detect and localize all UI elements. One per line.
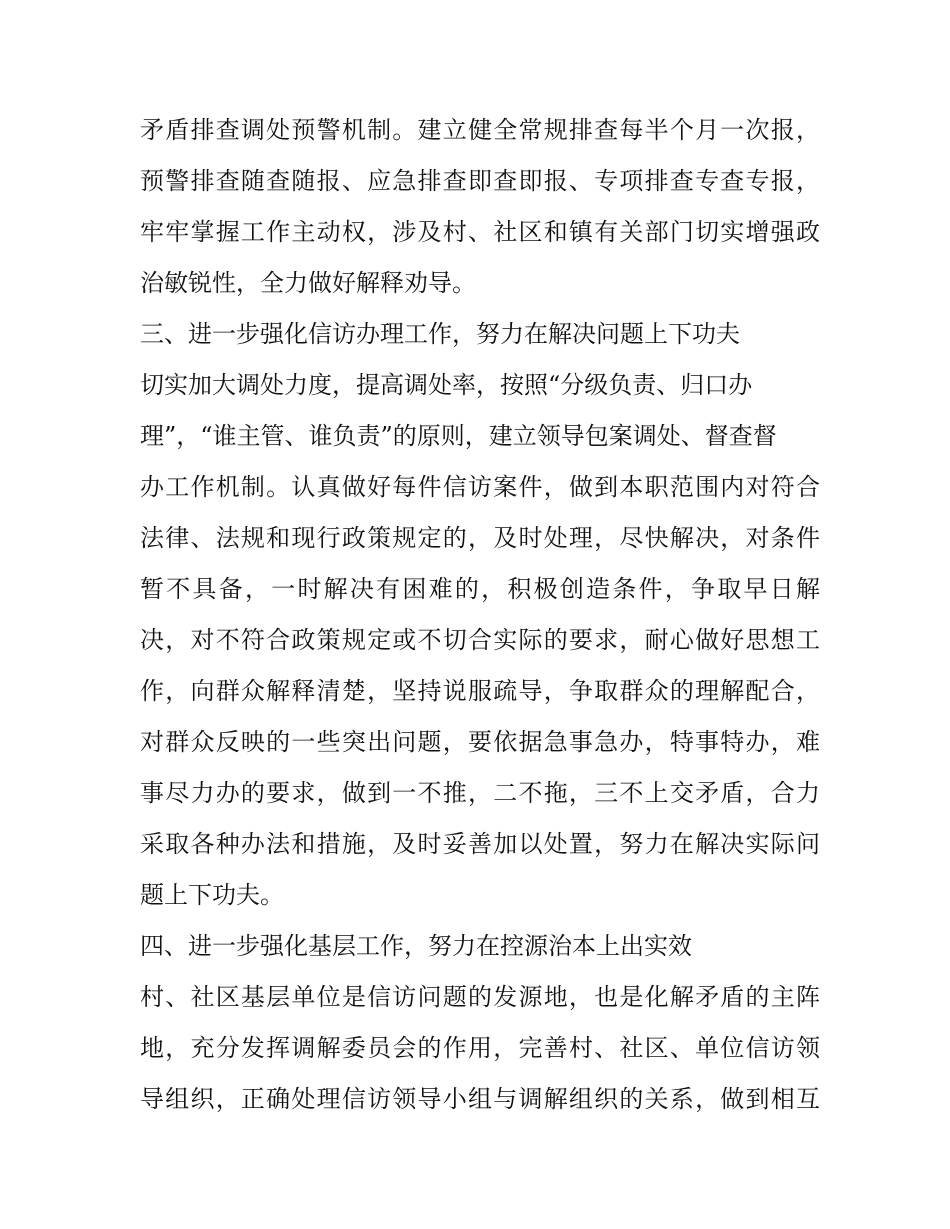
document-line: 牢牢掌握工作主动权，涉及村、社区和镇有关部门切实增强政 [140,218,820,246]
document-line: 采取各种办法和措施，及时妥善加以处置，努力在解决实际问 [140,830,820,858]
document-line: 矛盾排查调处预警机制。建立健全常规排查每半个月一次报， [140,116,820,144]
document-line: 决，对不符合政策规定或不切合实际的要求，耐心做好思想工 [140,626,820,654]
document-line: 理”，“谁主管、谁负责”的原则，建立领导包案调处、督查督 [140,422,777,450]
document-line: 对群众反映的一些突出问题，要依据急事急办，特事特办，难 [140,728,820,756]
document-line: 导组织，正确处理信访领导小组与调解组织的关系，做到相互 [140,1085,820,1113]
document-line: 治敏锐性，全力做好解释劝导。 [140,269,476,297]
document-line: 暂不具备，一时解决有困难的，积极创造条件，争取早日解 [140,575,820,603]
document-line: 办工作机制。认真做好每件信访案件，做到本职范围内对符合 [140,473,820,501]
document-line: 作，向群众解释清楚，坚持说服疏导，争取群众的理解配合， [140,677,820,705]
document-line: 地，充分发挥调解委员会的作用，完善村、社区、单位信访领 [140,1034,820,1062]
document-line: 切实加大调处力度，提高调处率，按照“分级负责、归口办 [140,371,753,399]
document-line: 村、社区基层单位是信访问题的发源地，也是化解矛盾的主阵 [140,983,820,1011]
document-line: 四、进一步强化基层工作，努力在控源治本上出实效 [140,932,692,960]
document-line: 法律、法规和现行政策规定的，及时处理，尽快解决，对条件 [140,524,820,552]
document-body [140,105,820,1125]
document-line: 三、进一步强化信访办理工作，努力在解决问题上下功夫 [140,320,740,348]
document-line: 题上下功夫。 [140,881,284,909]
document-line: 预警排查随查随报、应急排查即查即报、专项排查专查专报， [140,167,820,195]
document-line: 事尽力办的要求，做到一不推，二不拖，三不上交矛盾，合力 [140,779,820,807]
